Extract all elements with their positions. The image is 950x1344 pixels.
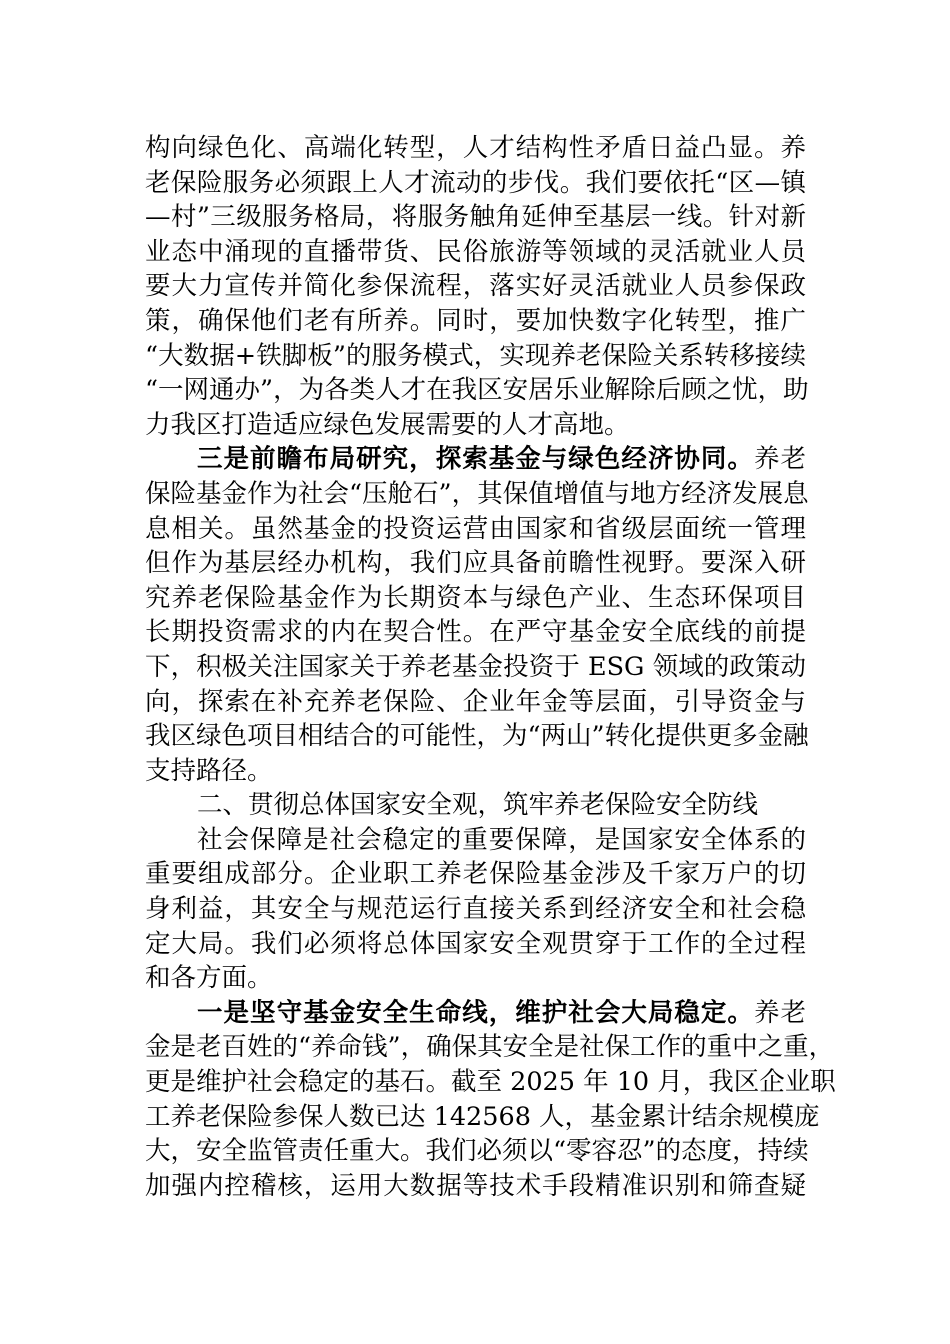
bold-lead-sentence: 一是坚守基金安全生命线，维护社会大局稳定。 [197,997,754,1028]
text-line: 但作为基层经办机构，我们应具备前瞻性视野。要深入研 [145,548,806,579]
text-line: 和各方面。 [145,963,273,994]
text-line: 更是维护社会稳定的基石。截至 2025 年 10 月，我区企业职 [145,1067,836,1098]
text-line: 身利益，其安全与规范运行直接关系到经济安全和社会稳 [145,894,806,925]
text-line: 我区绿色项目相结合的可能性，为“两山”转化提供更多金融 [145,721,809,752]
text-line: 构向绿色化、高端化转型，人才结构性矛盾日益凸显。养 [145,133,806,163]
text-line: 二、贯彻总体国家安全观，筑牢养老保险安全防线 [197,790,759,821]
document-page [145,131,836,1203]
text-line: 长期投资需求的内在契合性。在严守基金安全底线的前提 [145,617,806,648]
bold-lead-sentence: 三是前瞻布局研究，探索基金与绿色经济协同。 [197,444,754,475]
line-text: 养老 [753,444,806,475]
text-line: 保险基金作为社会“压舱石”，其保值增值与地方经济发展息 [145,478,809,509]
text-line: 定大局。我们必须将总体国家安全观贯穿于工作的全过程 [145,928,806,959]
text-line: 究养老保险基金作为长期资本与绿色产业、生态环保项目 [145,582,806,613]
paragraph [145,996,836,1204]
text-line [145,996,806,1031]
paragraph [145,131,809,442]
text-line: 要大力宣传并简化参保流程，落实好灵活就业人员参保政 [145,271,806,302]
paragraph [145,823,806,996]
line-text: 养老 [753,997,806,1028]
text-line: 加强内控稽核，运用大数据等技术手段精准识别和筛查疑 [145,1170,806,1201]
text-line: 支持路径。 [145,755,273,786]
text-line: 息相关。虽然基金的投资运营由国家和省级层面统一管理 [145,513,806,544]
text-line: 老保险服务必须跟上人才流动的步伐。我们要依托“区—镇 [145,167,806,198]
text-line: 业态中涌现的直播带货、民俗旅游等领域的灵活就业人员 [145,236,806,267]
text-line: “大数据+铁脚板”的服务模式，实现养老保险关系转移接续 [145,340,806,371]
text-line: 大，安全监管责任重大。我们必须以“零容忍”的态度，持续 [145,1136,809,1167]
section-heading [145,788,806,823]
text-line: 社会保障是社会稳定的重要保障，是国家安全体系的 [197,824,806,855]
text-line [145,442,806,477]
paragraph [145,442,809,788]
text-line: —村”三级服务格局，将服务触角延伸至基层一线。针对新 [145,202,806,233]
text-line: 策，确保他们老有所养。同时，要加快数字化转型，推广 [145,305,806,336]
text-line: 工养老保险参保人数已达 142568 人，基金累计结余规模庞 [145,1101,820,1132]
text-line: 向，探索在补充养老保险、企业年金等层面，引导资金与 [145,686,806,717]
text-line: 重要组成部分。企业职工养老保险基金涉及千家万户的切 [145,859,806,890]
text-line: “一网通办”，为各类人才在我区安居乐业解除后顾之忧，助 [145,375,809,406]
text-line: 金是老百姓的“养命钱”，确保其安全是社保工作的重中之重， [145,1032,835,1063]
text-line: 下，积极关注国家关于养老基金投资于 ESG 领域的政策动 [145,651,806,682]
text-line: 力我区打造适应绿色发展需要的人才高地。 [145,409,630,440]
